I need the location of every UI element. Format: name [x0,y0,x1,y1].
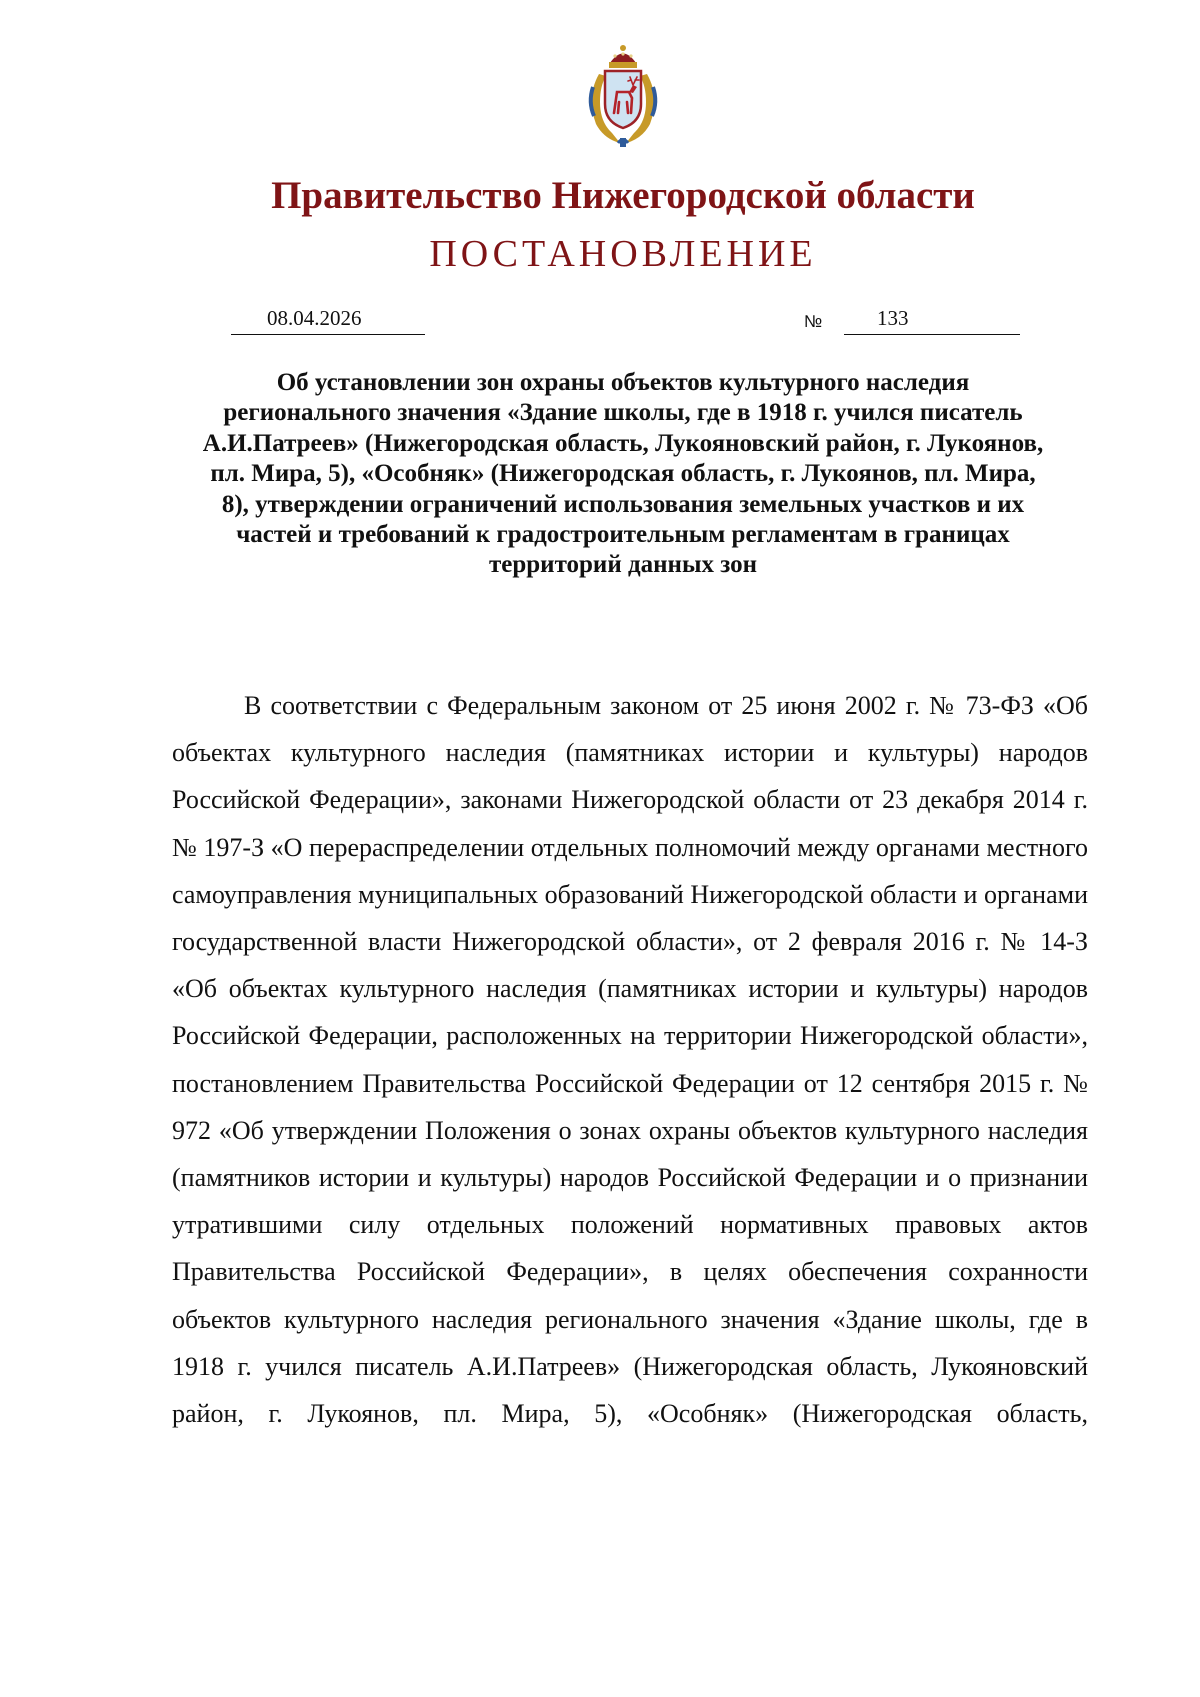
coat-of-arms-icon [585,42,661,148]
document-number-field [844,303,1020,335]
document-date: 08.04.2026 [267,306,362,330]
document-type-heading: ПОСТАНОВЛЕНИЕ [429,233,817,275]
document-number: 133 [877,306,909,330]
document-subject-title: Об установлении зон охраны объектов культурного наследия регионального значения «Здание школы, где в 1918 г. учился писатель А.И.Патреев» (Нижегородская область, Лукояновский район, г. Лукоянов, пл. Мира, 5), «Особняк» (Нижегородская область, г. Лукоянов, пл. Мира, 8), утверждении ограничений использования земельных участков и их частей и требований к градостроительным регламентам в границах территорий данных зон [202,369,1044,579]
body-paragraph: В соответствии с Федеральным законом от 25 июня 2002 г. № 73-ФЗ «Об объектах культурного наследия (памятниках истории и культуры) народов Российской Федерации», законами Нижегородской области от 23 декабря 2014 г. № 197-З «О перераспределении отдельных полномочий между органами местного самоуправления муниципальных образований Нижегородской области и органами государственной власти Нижегородской области», от 2 февраля 2016 г. № 14-З «Об объектах культурного наследия (памятниках истории и культуры) народов Российской Федерации, расположенных на территории Нижегородской области», постановлением Правительства Российской Федерации от 12 сентября 2015 г. № 972 «Об утверждении Положения о зонах охраны объектов культурного наследия (памятников истории и культуры) народов Российской Федерации и о признании утратившими силу отдельных положений нормативных правовых актов Правительства Российской Федерации», в целях обеспечения сохранности объектов культурного наследия регионального значения «Здание школы, где в 1918 г. учился писатель А.И.Патреев» (Нижегородская область, Лукояновский район, г. Лукоянов, пл. Мира, 5), «Особняк» (Нижегородская область, [172,691,1088,1429]
number-sign: № [804,312,823,331]
document-date-field [231,303,425,335]
organization-title: Правительство Нижегородской области [271,174,975,217]
